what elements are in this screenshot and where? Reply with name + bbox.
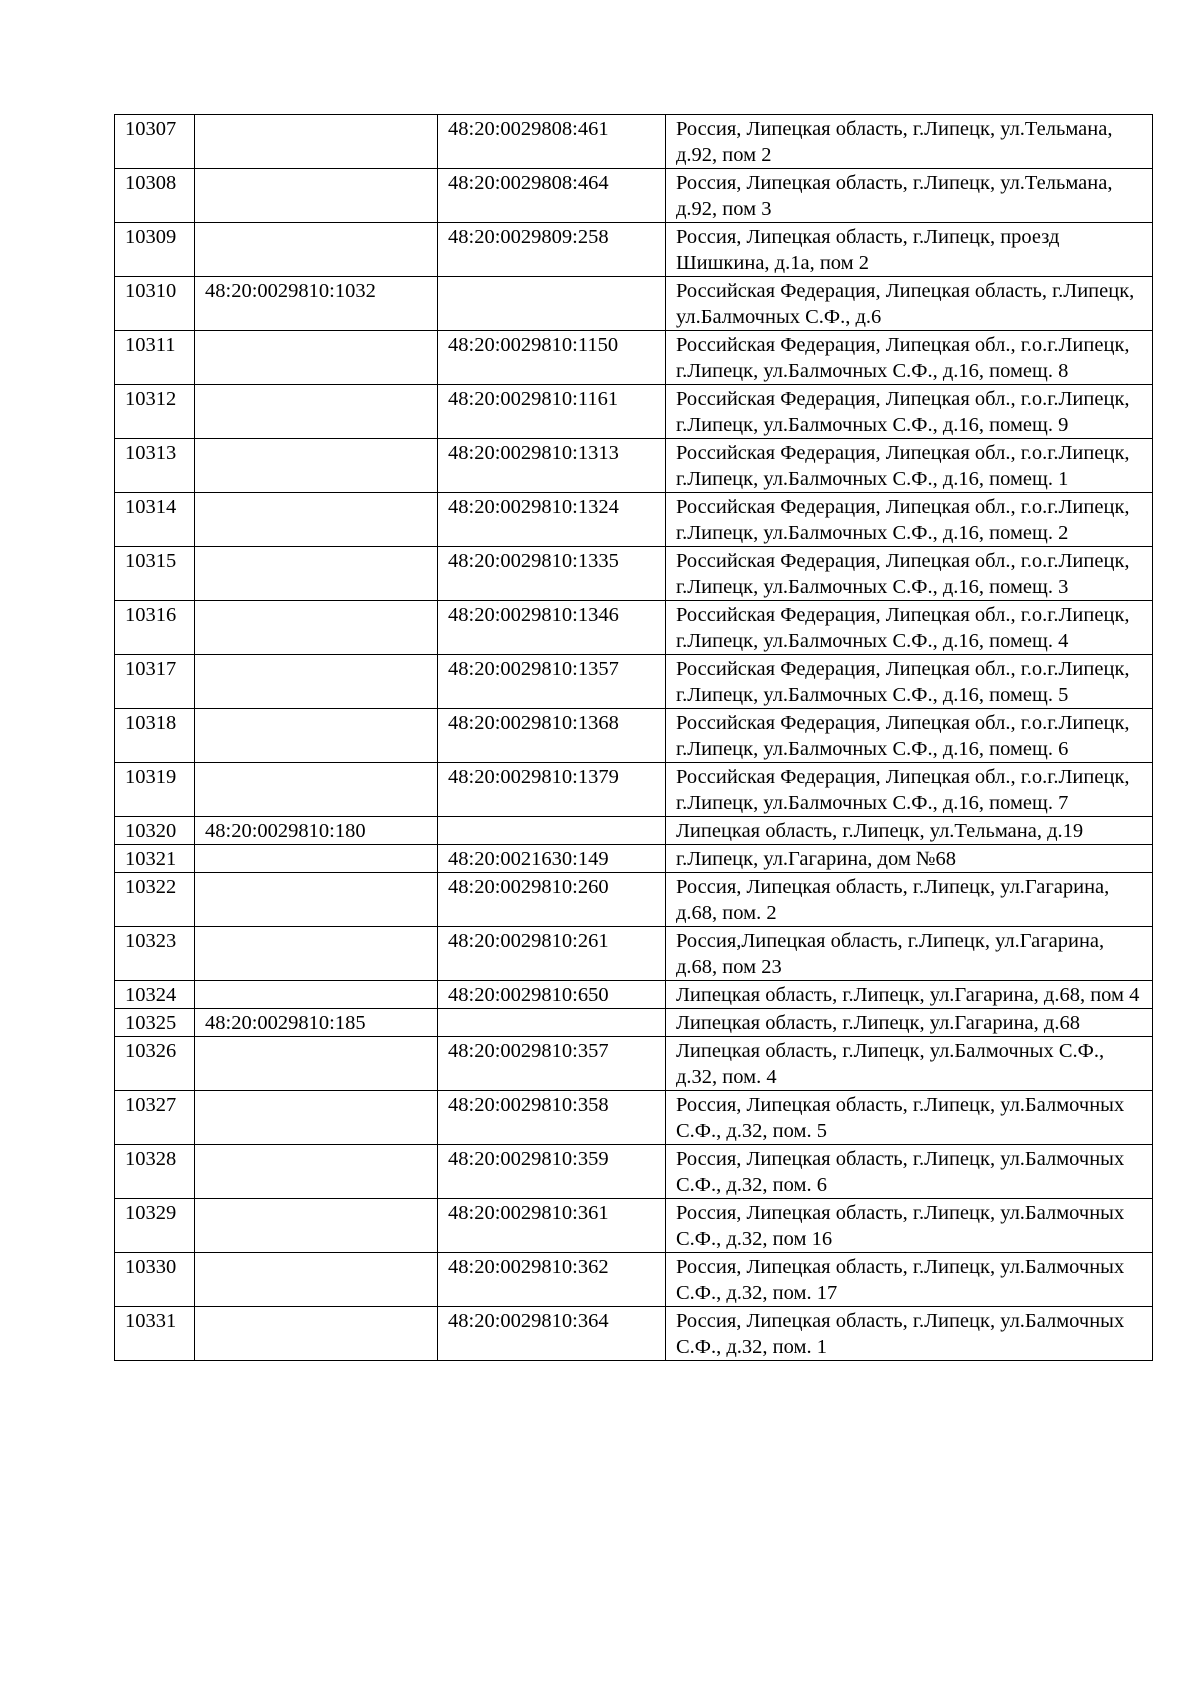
address-cell: Российская Федерация, Липецкая обл., г.о.г.Липецк, г.Липецк, ул.Балмочных С.Ф., д.16, помещ. 8 (666, 331, 1153, 385)
table-row (115, 1009, 1153, 1037)
building-cadastral-number-cell (195, 1037, 438, 1091)
building-cadastral-number-cell (195, 223, 438, 277)
premise-cadastral-number-cell: 48:20:0029810:1313 (438, 439, 666, 493)
building-cadastral-number-cell (195, 493, 438, 547)
building-cadastral-number-cell (195, 331, 438, 385)
table-row (115, 493, 1153, 547)
premise-cadastral-number-cell: 48:20:0029810:359 (438, 1145, 666, 1199)
premise-cadastral-number-cell: 48:20:0029810:1150 (438, 331, 666, 385)
premise-cadastral-number-cell (438, 1009, 666, 1037)
premise-cadastral-number-cell: 48:20:0029810:260 (438, 873, 666, 927)
building-cadastral-number-cell: 48:20:0029810:180 (195, 817, 438, 845)
row-number-cell: 10324 (115, 981, 195, 1009)
table-row (115, 1199, 1153, 1253)
table-row (115, 169, 1153, 223)
table-row (115, 1091, 1153, 1145)
address-cell: Россия, Липецкая область, г.Липецк, ул.Балмочных С.Ф., д.32, пом 16 (666, 1199, 1153, 1253)
building-cadastral-number-cell (195, 655, 438, 709)
building-cadastral-number-cell (195, 385, 438, 439)
table-row (115, 845, 1153, 873)
row-number-cell: 10321 (115, 845, 195, 873)
premise-cadastral-number-cell: 48:20:0021630:149 (438, 845, 666, 873)
building-cadastral-number-cell (195, 439, 438, 493)
row-number-cell: 10317 (115, 655, 195, 709)
address-cell: Российская Федерация, Липецкая обл., г.о.г.Липецк, г.Липецк, ул.Балмочных С.Ф., д.16, помещ. 7 (666, 763, 1153, 817)
address-cell: Российская Федерация, Липецкая обл., г.о.г.Липецк, г.Липецк, ул.Балмочных С.Ф., д.16, помещ. 4 (666, 601, 1153, 655)
row-number-cell: 10315 (115, 547, 195, 601)
address-cell: Липецкая область, г.Липецк, ул.Тельмана, д.19 (666, 817, 1153, 845)
address-cell: Липецкая область, г.Липецк, ул.Гагарина, д.68, пом 4 (666, 981, 1153, 1009)
building-cadastral-number-cell (195, 763, 438, 817)
row-number-cell: 10330 (115, 1253, 195, 1307)
premise-cadastral-number-cell: 48:20:0029809:258 (438, 223, 666, 277)
premise-cadastral-number-cell (438, 277, 666, 331)
building-cadastral-number-cell (195, 1199, 438, 1253)
row-number-cell: 10308 (115, 169, 195, 223)
building-cadastral-number-cell (195, 873, 438, 927)
address-cell: Россия, Липецкая область, г.Липецк, ул.Балмочных С.Ф., д.32, пом. 17 (666, 1253, 1153, 1307)
building-cadastral-number-cell (195, 845, 438, 873)
row-number-cell: 10309 (115, 223, 195, 277)
row-number-cell: 10314 (115, 493, 195, 547)
address-cell: Российская Федерация, Липецкая обл., г.о.г.Липецк, г.Липецк, ул.Балмочных С.Ф., д.16, помещ. 9 (666, 385, 1153, 439)
premise-cadastral-number-cell: 48:20:0029808:464 (438, 169, 666, 223)
table-row (115, 277, 1153, 331)
address-cell: Российская Федерация, Липецкая обл., г.о.г.Липецк, г.Липецк, ул.Балмочных С.Ф., д.16, помещ. 3 (666, 547, 1153, 601)
address-cell: Россия, Липецкая область, г.Липецк, ул.Тельмана, д.92, пом 3 (666, 169, 1153, 223)
row-number-cell: 10326 (115, 1037, 195, 1091)
address-cell: Россия,Липецкая область, г.Липецк, ул.Гагарина, д.68, пом 23 (666, 927, 1153, 981)
row-number-cell: 10331 (115, 1307, 195, 1361)
row-number-cell: 10307 (115, 115, 195, 169)
table-row (115, 1037, 1153, 1091)
address-cell: Россия, Липецкая область, г.Липецк, ул.Балмочных С.Ф., д.32, пом. 5 (666, 1091, 1153, 1145)
registry-table-body (115, 115, 1153, 1361)
row-number-cell: 10313 (115, 439, 195, 493)
address-cell: г.Липецк, ул.Гагарина, дом №68 (666, 845, 1153, 873)
address-cell: Российская Федерация, Липецкая обл., г.о.г.Липецк, г.Липецк, ул.Балмочных С.Ф., д.16, помещ. 5 (666, 655, 1153, 709)
premise-cadastral-number-cell: 48:20:0029810:1379 (438, 763, 666, 817)
building-cadastral-number-cell (195, 601, 438, 655)
table-row (115, 927, 1153, 981)
premise-cadastral-number-cell: 48:20:0029810:1368 (438, 709, 666, 763)
table-row (115, 1253, 1153, 1307)
row-number-cell: 10327 (115, 1091, 195, 1145)
row-number-cell: 10316 (115, 601, 195, 655)
premise-cadastral-number-cell: 48:20:0029810:361 (438, 1199, 666, 1253)
address-cell: Россия, Липецкая область, г.Липецк, ул.Балмочных С.Ф., д.32, пом. 1 (666, 1307, 1153, 1361)
building-cadastral-number-cell (195, 1253, 438, 1307)
premise-cadastral-number-cell: 48:20:0029810:1357 (438, 655, 666, 709)
premise-cadastral-number-cell: 48:20:0029810:261 (438, 927, 666, 981)
building-cadastral-number-cell (195, 709, 438, 763)
address-cell: Россия, Липецкая область, г.Липецк, проезд Шишкина, д.1а, пом 2 (666, 223, 1153, 277)
address-cell: Российская Федерация, Липецкая область, г.Липецк, ул.Балмочных С.Ф., д.6 (666, 277, 1153, 331)
premise-cadastral-number-cell: 48:20:0029810:1324 (438, 493, 666, 547)
row-number-cell: 10325 (115, 1009, 195, 1037)
registry-table (114, 114, 1153, 1361)
premise-cadastral-number-cell: 48:20:0029810:1335 (438, 547, 666, 601)
building-cadastral-number-cell (195, 1307, 438, 1361)
building-cadastral-number-cell (195, 1145, 438, 1199)
row-number-cell: 10319 (115, 763, 195, 817)
premise-cadastral-number-cell: 48:20:0029810:358 (438, 1091, 666, 1145)
row-number-cell: 10312 (115, 385, 195, 439)
table-row (115, 763, 1153, 817)
building-cadastral-number-cell (195, 981, 438, 1009)
building-cadastral-number-cell (195, 927, 438, 981)
premise-cadastral-number-cell: 48:20:0029810:357 (438, 1037, 666, 1091)
row-number-cell: 10322 (115, 873, 195, 927)
table-row (115, 385, 1153, 439)
table-row (115, 439, 1153, 493)
building-cadastral-number-cell (195, 169, 438, 223)
premise-cadastral-number-cell: 48:20:0029808:461 (438, 115, 666, 169)
premise-cadastral-number-cell: 48:20:0029810:364 (438, 1307, 666, 1361)
address-cell: Российская Федерация, Липецкая обл., г.о.г.Липецк, г.Липецк, ул.Балмочных С.Ф., д.16, помещ. 6 (666, 709, 1153, 763)
table-row (115, 115, 1153, 169)
table-row (115, 873, 1153, 927)
address-cell: Липецкая область, г.Липецк, ул.Гагарина, д.68 (666, 1009, 1153, 1037)
building-cadastral-number-cell (195, 115, 438, 169)
table-row (115, 1307, 1153, 1361)
table-row (115, 331, 1153, 385)
premise-cadastral-number-cell: 48:20:0029810:1346 (438, 601, 666, 655)
table-row (115, 601, 1153, 655)
table-row (115, 223, 1153, 277)
row-number-cell: 10311 (115, 331, 195, 385)
row-number-cell: 10318 (115, 709, 195, 763)
premise-cadastral-number-cell: 48:20:0029810:1161 (438, 385, 666, 439)
building-cadastral-number-cell (195, 1091, 438, 1145)
address-cell: Россия, Липецкая область, г.Липецк, ул.Балмочных С.Ф., д.32, пом. 6 (666, 1145, 1153, 1199)
building-cadastral-number-cell: 48:20:0029810:185 (195, 1009, 438, 1037)
row-number-cell: 10310 (115, 277, 195, 331)
premise-cadastral-number-cell: 48:20:0029810:650 (438, 981, 666, 1009)
row-number-cell: 10328 (115, 1145, 195, 1199)
address-cell: Липецкая область, г.Липецк, ул.Балмочных С.Ф., д.32, пом. 4 (666, 1037, 1153, 1091)
premise-cadastral-number-cell: 48:20:0029810:362 (438, 1253, 666, 1307)
address-cell: Россия, Липецкая область, г.Липецк, ул.Тельмана, д.92, пом 2 (666, 115, 1153, 169)
premise-cadastral-number-cell (438, 817, 666, 845)
building-cadastral-number-cell: 48:20:0029810:1032 (195, 277, 438, 331)
row-number-cell: 10323 (115, 927, 195, 981)
table-row (115, 655, 1153, 709)
row-number-cell: 10329 (115, 1199, 195, 1253)
address-cell: Российская Федерация, Липецкая обл., г.о.г.Липецк, г.Липецк, ул.Балмочных С.Ф., д.16, помещ. 2 (666, 493, 1153, 547)
row-number-cell: 10320 (115, 817, 195, 845)
address-cell: Россия, Липецкая область, г.Липецк, ул.Гагарина, д.68, пом. 2 (666, 873, 1153, 927)
table-row (115, 709, 1153, 763)
table-row (115, 547, 1153, 601)
table-row (115, 981, 1153, 1009)
building-cadastral-number-cell (195, 547, 438, 601)
table-row (115, 1145, 1153, 1199)
address-cell: Российская Федерация, Липецкая обл., г.о.г.Липецк, г.Липецк, ул.Балмочных С.Ф., д.16, помещ. 1 (666, 439, 1153, 493)
table-row (115, 817, 1153, 845)
